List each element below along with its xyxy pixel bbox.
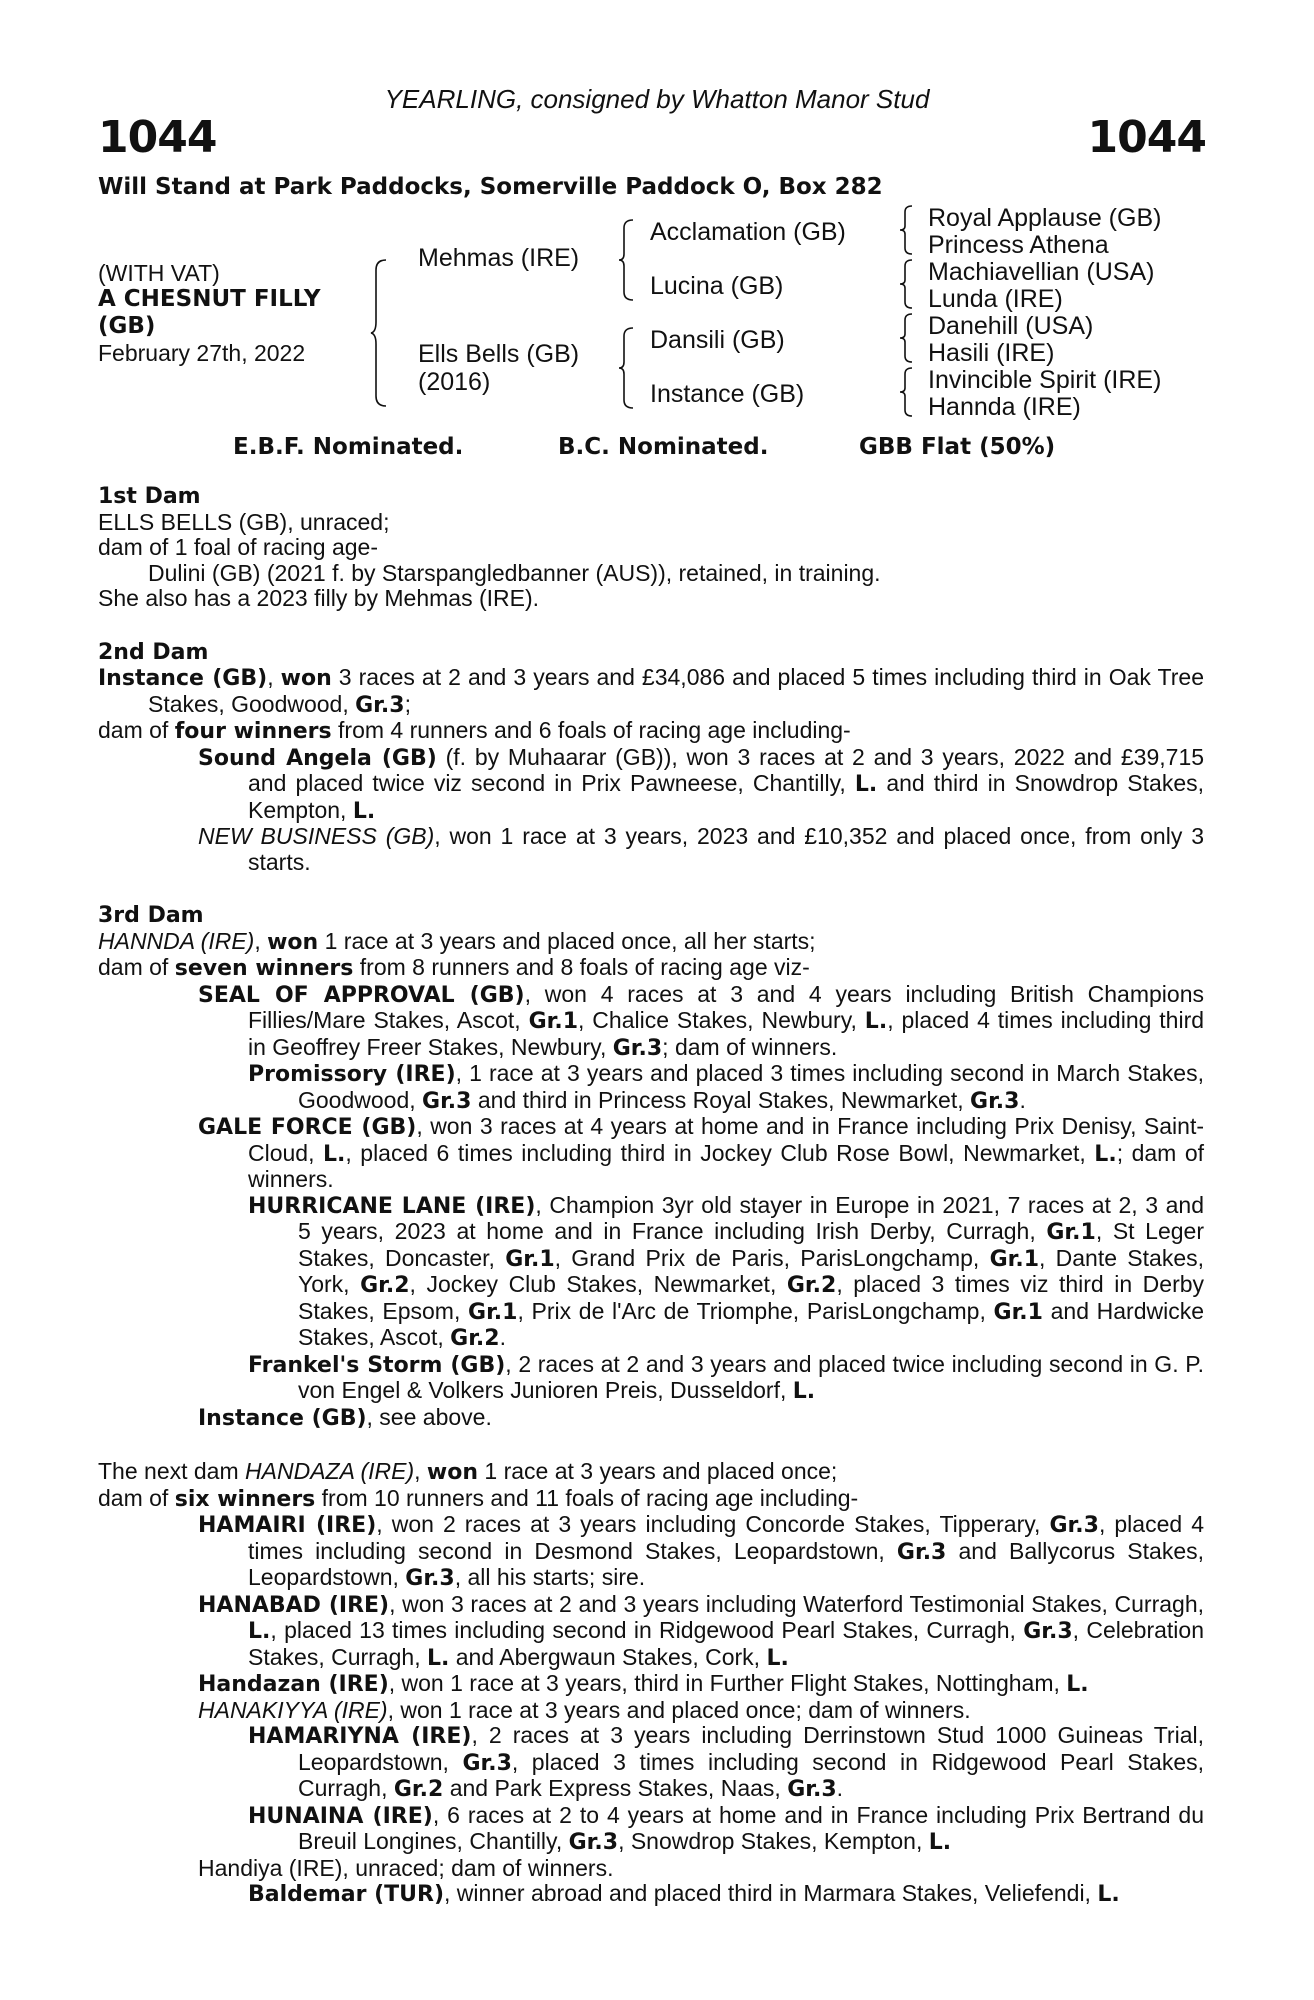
pedigree-gg-1: Royal Applause (GB): [928, 204, 1162, 232]
lot-number-right: 1044: [1087, 112, 1206, 163]
pedigree-dam-year: (2016): [418, 368, 491, 396]
pedigree-gg-4: Lunda (IRE): [928, 285, 1063, 313]
third-dam-heading: 3rd Dam: [98, 903, 204, 928]
produce-entry: Promissory (IRE), 1 race at 3 years and placed 3 times including second in March Stakes, Goodwood, Gr.3 and third in Princess Royal Stakes, Newmarket, Gr.3.: [248, 1060, 1204, 1114]
pedigree-gg-7: Invincible Spirit (IRE): [928, 366, 1162, 394]
third-dam-record: HANNDA (IRE), won 1 race at 3 years and placed once, all her starts;: [98, 927, 816, 955]
pedigree-brace-g1: [898, 204, 916, 256]
second-dam-record: Instance (GB), won 3 races at 2 and 3 years and £34,086 and placed 5 times including third in Oak Tree Stakes, Goodwood, Gr.3;: [98, 664, 1204, 718]
first-dam-section: [98, 484, 1204, 612]
horse-origin: (GB): [98, 313, 156, 339]
pedigree-dam-dam: Instance (GB): [650, 380, 805, 408]
produce-entry: NEW BUSINESS (GB), won 1 race at 3 years, 2023 and £10,352 and placed once, from only 3 starts.: [198, 823, 1204, 875]
third-dam-section: [98, 903, 1204, 1431]
gbb-flat: GBB Flat (50%): [859, 434, 1056, 460]
vat-note: (WITH VAT): [98, 260, 220, 286]
first-dam-line: She also has a 2023 filly by Mehmas (IRE).: [98, 585, 540, 611]
stand-location: Will Stand at Park Paddocks, Somerville Paddock O, Box 282: [98, 174, 883, 200]
ebf-nomination: E.B.F. Nominated.: [233, 434, 464, 460]
first-dam-heading: 1st Dam: [98, 484, 201, 509]
pedigree-dam-sire: Dansili (GB): [650, 326, 785, 354]
second-dam-produce: dam of four winners from 4 runners and 6 foals of racing age including-: [98, 717, 851, 744]
pedigree-brace-gen1: [370, 258, 390, 408]
horse-name: A CHESNUT FILLY: [98, 286, 321, 312]
pedigree-gg-3: Machiavellian (USA): [928, 258, 1155, 286]
produce-entry: HUNAINA (IRE), 6 races at 2 to 4 years at home and in France including Prix Bertrand du Breuil Longines, Chantilly, Gr.3, Snowdrop Stakes, Kempton, L.: [248, 1801, 1205, 1855]
produce-entry: Handiya (IRE), unraced; dam of winners.: [198, 1854, 614, 1881]
pedigree-notes: [98, 484, 1204, 1910]
produce-entry: Baldemar (TUR), winner abroad and placed third in Marmara Stakes, Veliefendi, L.: [248, 1880, 1120, 1907]
produce-entry: GALE FORCE (GB), won 3 races at 4 years at home and in France including Prix Denisy, Saint-Cloud, L., placed 6 times including third in Jockey Club Rose Bowl, Newmarket, L.; dam of winners.: [198, 1113, 1205, 1192]
first-dam-foal: Dulini (GB) (2021 f. by Starspangledbanner (AUS)), retained, in training.: [148, 559, 881, 586]
produce-entry: Instance (GB), see above.: [198, 1403, 492, 1431]
pedigree-sire-sire: Acclamation (GB): [650, 218, 846, 246]
next-dam-produce: dam of six winners from 10 runners and 11 foals of racing age including-: [98, 1484, 859, 1512]
pedigree-sire-dam: Lucina (GB): [650, 272, 784, 300]
produce-entry: HURRICANE LANE (IRE), Champion 3yr old stayer in Europe in 2021, 7 races at 2, 3 and 5 years, 2023 at home and in France including Irish Derby, Curragh, Gr.1, St Leger Stakes, Doncaster, Gr.1, Grand Prix de Paris, ParisLongchamp, Gr.1, Dante Stakes, York, Gr.2, Jockey Club Stakes, Newmarket, Gr.2, placed 3 times viz third in Derby Stakes, Epsom, Gr.1, Prix de l'Arc de Triomphe, ParisLongchamp, Gr.1 and Hardwicke Stakes, Ascot, Gr.2.: [248, 1191, 1205, 1351]
third-dam-produce: dam of seven winners from 8 runners and 8 foals of racing age viz-: [98, 954, 810, 981]
produce-entry: SEAL OF APPROVAL (GB), won 4 races at 3 and 4 years including British Champions Fillies/Mare Stakes, Ascot, Gr.1, Chalice Stakes, Newbury, L., placed 4 times including third in Geoffrey Freer Stakes, Newbury, Gr.3; dam of winners.: [198, 980, 1205, 1061]
produce-entry: HAMAIRI (IRE), won 2 races at 3 years including Concorde Stakes, Tipperary, Gr.3, placed 4 times including second in Desmond Stakes, Leopardstown, Gr.3 and Ballycorus Stakes, Leopardstown, Gr.3, all his starts; sire.: [198, 1511, 1205, 1591]
pedigree-gg-6: Hasili (IRE): [928, 339, 1055, 367]
second-dam-heading: 2nd Dam: [98, 639, 209, 665]
pedigree-brace-g4: [898, 366, 916, 418]
bc-nomination: B.C. Nominated.: [558, 434, 769, 460]
pedigree-dam: Ells Bells (GB): [418, 340, 580, 368]
date-of-birth: February 27th, 2022: [98, 340, 306, 366]
lot-number-left: 1044: [98, 112, 217, 163]
pedigree-gg-5: Danehill (USA): [928, 312, 1094, 340]
produce-entry: Frankel's Storm (GB), 2 races at 2 and 3 years and placed twice including second in G. P. von Engel & Volkers Junioren Preis, Dusseldorf, L.: [248, 1350, 1204, 1404]
produce-entry: HANABAD (IRE), won 3 races at 2 and 3 years including Waterford Testimonial Stakes, Curragh, L., placed 13 times including second in Ridgewood Pearl Stakes, Curragh, Gr.3, Celebration Stakes, Curragh, L. and Abergwaun Stakes, Cork, L.: [198, 1590, 1205, 1671]
produce-entry: Sound Angela (GB) (f. by Muhaarar (GB)), won 3 races at 2 and 3 years, 2022 and £39,715 and placed twice viz second in Prix Pawneese, Chantilly, L. and third in Snowdrop Stakes, Kempton, L.: [198, 743, 1205, 824]
produce-entry: HANAKIYYA (IRE), won 1 race at 3 years and placed once; dam of winners.: [198, 1696, 971, 1723]
pedigree-gg-8: Hannda (IRE): [928, 393, 1081, 421]
pedigree-sire: Mehmas (IRE): [418, 244, 580, 272]
second-dam-section: [98, 640, 1204, 876]
pedigree-brace-sire: [618, 218, 636, 302]
first-dam-line: ELLS BELLS (GB), unraced;: [98, 508, 390, 535]
first-dam-line: dam of 1 foal of racing age-: [98, 534, 378, 560]
pedigree-brace-g2: [898, 258, 916, 310]
pedigree-brace-g3: [898, 312, 916, 364]
pedigree-gg-2: Princess Athena: [928, 231, 1109, 259]
next-dam-record: The next dam HANDAZA (IRE), won 1 race at 3 years and placed once;: [98, 1458, 838, 1485]
pedigree-brace-dam: [618, 326, 636, 410]
next-dam-section: [98, 1459, 1204, 1908]
produce-entry: HAMARIYNA (IRE), 2 races at 3 years including Derrinstown Stud 1000 Guineas Trial, Leopardstown, Gr.3, placed 3 times including second in Ridgewood Pearl Stakes, Curragh, Gr.2 and Park Express Stakes, Naas, Gr.3.: [248, 1722, 1205, 1802]
produce-entry: Handazan (IRE), won 1 race at 3 years, third in Further Flight Stakes, Nottingham, L.: [198, 1670, 1089, 1697]
consignment-line: YEARLING, consigned by Whatton Manor Stud: [384, 84, 930, 114]
